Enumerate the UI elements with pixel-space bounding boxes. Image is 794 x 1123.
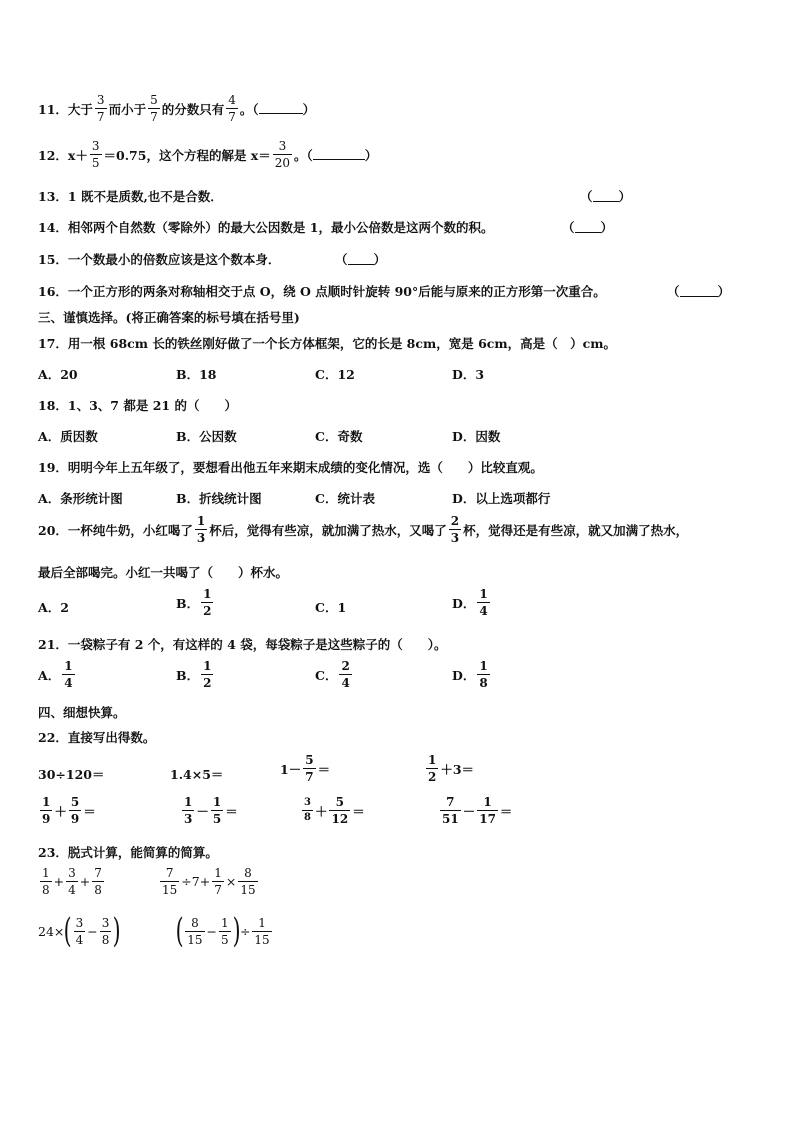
q22-expr-8: $\frac{7}{51}$ － $\frac{1}{17}$ ＝	[442, 795, 513, 826]
question-12	[38, 140, 377, 169]
q16-answer	[667, 282, 730, 300]
q20-text-post: 杯，觉得还是有些凉，就又加满了热水，	[463, 522, 689, 538]
fraction: $\frac{7}{15}$	[162, 866, 178, 897]
q19-option-a[interactable]: A．条形统计图	[38, 491, 123, 506]
fraction: $\frac{2}{4}$	[341, 659, 350, 690]
fraction: $\frac{1}{4}$	[64, 659, 73, 690]
q13-text: 13．1 既不是质数,也不是合数．	[38, 189, 223, 204]
q17-option-c[interactable]: C．12	[315, 367, 355, 382]
fraction: $\frac{1}{2}$	[428, 753, 437, 784]
fraction: $\frac{1}{8}$	[42, 866, 50, 897]
left-paren-glyph: (	[175, 911, 184, 951]
fraction: $\frac{1}{5}$	[212, 795, 222, 826]
question-23-title	[38, 843, 218, 861]
fraction: $\frac{7}{8}$	[94, 866, 102, 897]
fraction: $\frac{5}{9}$	[70, 795, 80, 826]
q20-option-b[interactable]: B． $\frac{1}{2}$	[176, 587, 212, 618]
q22-expr-7: $\frac{3}{8}$ ＋ $\frac{5}{12}$ ＝	[304, 795, 365, 826]
fraction: $\frac{1}{7}$	[214, 866, 222, 897]
q22-expr-3: 1－ $\frac{5}{7}$ ＝	[280, 753, 331, 784]
open-paren: （	[562, 220, 575, 235]
question-16	[38, 282, 606, 300]
left-paren-glyph: (	[64, 911, 73, 951]
answer-blank[interactable]	[313, 149, 365, 160]
q11-text-mid: 而小于	[108, 101, 147, 117]
q21-option-b[interactable]: B． $\frac{1}{2}$	[176, 659, 212, 690]
q12-text-post: 。（	[294, 147, 313, 163]
q23-expr-a: $\frac{1}{8}$ + $\frac{3}{4}$ + $\frac{7}{8}$	[42, 866, 102, 897]
fraction: $\frac{1}{3}$	[184, 795, 193, 826]
fraction: $\frac{4}{7}$	[228, 93, 236, 124]
close-paren: ）	[618, 189, 632, 204]
q13-answer	[580, 187, 631, 205]
q20-option-d[interactable]: D． $\frac{1}{4}$	[452, 587, 488, 618]
section-4-text: 四、细想快算。	[38, 705, 126, 720]
question-18	[38, 396, 237, 414]
fraction: $\frac{3}{8}$	[101, 915, 110, 947]
question-15	[38, 250, 280, 268]
q21-option-c[interactable]: C． $\frac{2}{4}$	[315, 659, 350, 690]
q11-text-post: 。（	[239, 101, 259, 117]
section-3-text: 三、谨慎选择。(将正确答案的标号填在括号里)	[38, 310, 300, 325]
fraction: $\frac{1}{8}$	[479, 659, 488, 690]
answer-blank[interactable]	[593, 191, 619, 202]
question-11	[38, 94, 315, 123]
section-4-heading	[38, 703, 126, 721]
q19-option-b[interactable]: B．折线统计图	[176, 491, 262, 506]
answer-blank[interactable]	[680, 286, 718, 297]
fraction: $\frac{1}{3}$	[196, 514, 206, 545]
q23-expr-b: $\frac{7}{15}$ ÷7+ $\frac{1}{7}$ × $\frac{8}{15}$	[162, 866, 256, 897]
q12-text-pre: x＋	[67, 147, 88, 163]
q17-option-d[interactable]: D．3	[452, 367, 485, 382]
fraction: $\frac{1}{2}$	[203, 587, 212, 618]
right-paren-glyph: )	[232, 911, 241, 951]
question-22-title	[38, 728, 155, 746]
q21-option-a[interactable]: A． $\frac{1}{4}$	[38, 659, 73, 690]
q23-title-text: 23．脱式计算，能简算的简算。	[38, 845, 218, 860]
fraction: $\frac{3}{20}$	[274, 139, 291, 170]
close-paren: ）	[717, 284, 731, 299]
q11-number: 11．	[38, 101, 68, 117]
q22-expr-4: $\frac{1}{2}$ ＋3＝	[428, 753, 475, 784]
q20-option-a[interactable]: A．2	[38, 600, 69, 615]
open-paren: （	[667, 284, 680, 299]
fraction: $\frac{2}{3}$	[450, 514, 460, 545]
q18-option-d[interactable]: D．因数	[452, 429, 501, 444]
fraction: $\frac{1}{15}$	[254, 915, 270, 947]
fraction: $\frac{8}{15}$	[240, 866, 256, 897]
question-17	[38, 334, 616, 352]
fraction: $\frac{3}{5}$	[91, 139, 100, 170]
q20-text-pre: 20．一杯纯牛奶，小红喝了	[38, 522, 193, 538]
q19-text: 19．明明今年上五年级了，要想看出他五年来期末成绩的变化情况，选（ ）比较直观。	[38, 460, 543, 475]
q20-text-line2: 最后全部喝完。小红一共喝了（ ）杯水。	[38, 565, 289, 580]
fraction: $\frac{3}{7}$	[96, 93, 105, 124]
q15-answer	[335, 250, 386, 268]
fraction: $\frac{1}{17}$	[479, 795, 496, 826]
question-14	[38, 218, 493, 236]
q17-text: 17．用一根 68cm 长的铁丝刚好做了一个长方体框架，它的长是 8cm，宽是 6cm，高是（ ）cm。	[38, 336, 616, 351]
fraction: $\frac{3}{4}$	[68, 866, 76, 897]
fraction: $\frac{7}{51}$	[442, 795, 459, 826]
question-19	[38, 458, 543, 476]
q23-expr-c: 24× ( $\frac{3}{4}$ − $\frac{3}{8}$ )	[38, 911, 122, 951]
fraction: $\frac{5}{7}$	[150, 93, 158, 124]
fraction: $\frac{5}{12}$	[331, 795, 349, 826]
q17-option-b[interactable]: B．18	[176, 367, 217, 382]
open-paren: （	[335, 252, 348, 267]
fraction: $\frac{8}{15}$	[187, 915, 203, 947]
fraction: $\frac{1}{4}$	[479, 587, 488, 618]
answer-blank[interactable]	[259, 103, 303, 114]
fraction: $\frac{1}{5}$	[221, 915, 229, 947]
q22-title-text: 22．直接写出得数。	[38, 730, 156, 745]
fraction: $\frac{3}{4}$	[75, 915, 84, 947]
q14-answer	[562, 218, 613, 236]
fraction: $\frac{1}{9}$	[42, 795, 51, 826]
q19-option-c[interactable]: C．统计表	[315, 491, 375, 506]
q11-text-mid2: 的分数只有	[161, 101, 225, 117]
right-paren-glyph: )	[113, 911, 122, 951]
q22-expr-2: 1.4×5＝	[170, 767, 224, 782]
q22-expr-6: $\frac{1}{3}$ － $\frac{1}{5}$ ＝	[184, 795, 238, 826]
q18-option-a[interactable]: A．质因数	[38, 429, 98, 444]
q20-line2	[38, 563, 288, 581]
q20-text-mid: 杯后，觉得有些凉，就加满了热水，又喝了	[209, 522, 447, 538]
close-paren: ）	[600, 220, 614, 235]
q18-option-c[interactable]: C．奇数	[315, 429, 363, 444]
q12-number: 12．	[38, 147, 68, 163]
q11-close: ）	[302, 101, 316, 117]
q20-option-c[interactable]: C．1	[315, 600, 347, 615]
q22-expr-5: $\frac{1}{9}$ ＋ $\frac{5}{9}$ ＝	[42, 795, 96, 826]
q12-close: ）	[364, 147, 378, 163]
q21-text: 21．一袋粽子有 2 个，有这样的 4 袋，每袋粽子是这些粽子的（ ）。	[38, 637, 447, 652]
q23-expr-d: ( $\frac{8}{15}$ − $\frac{1}{5}$ ) ÷ $\frac{1}{15}$	[175, 911, 270, 951]
q17-option-a[interactable]: A．20	[38, 367, 78, 382]
fraction: $\frac{5}{7}$	[305, 753, 314, 784]
q19-option-d[interactable]: D．以上选项都行	[452, 491, 551, 506]
q11-text-pre: 大于	[67, 101, 93, 117]
q21-option-d[interactable]: D． $\frac{1}{8}$	[452, 659, 488, 690]
q15-text: 15．一个数最小的倍数应该是这个数本身．	[38, 252, 281, 267]
q18-option-b[interactable]: B．公因数	[176, 429, 237, 444]
question-13	[38, 187, 223, 205]
q14-text: 14．相邻两个自然数（零除外）的最大公因数是 1，最小公倍数是这两个数的积。	[38, 220, 494, 235]
q22-expr-1: 30÷120＝	[38, 767, 105, 782]
question-21	[38, 635, 446, 653]
fraction: $\frac{3}{8}$	[304, 797, 311, 823]
fraction: $\frac{1}{2}$	[203, 659, 212, 690]
answer-blank[interactable]	[348, 254, 374, 265]
section-3-heading	[38, 308, 300, 326]
open-paren: （	[580, 189, 593, 204]
question-20	[38, 515, 688, 544]
answer-blank[interactable]	[575, 222, 601, 233]
close-paren: ）	[373, 252, 387, 267]
q16-text: 16．一个正方形的两条对称轴相交于点 O，绕 O 点顺时针旋转 90°后能与原来的正方形第一次重合。	[38, 284, 606, 299]
q18-text: 18．1、3、7 都是 21 的（ ）	[38, 398, 237, 413]
q12-text-mid: ＝0.75，这个方程的解是 x＝	[103, 147, 271, 163]
